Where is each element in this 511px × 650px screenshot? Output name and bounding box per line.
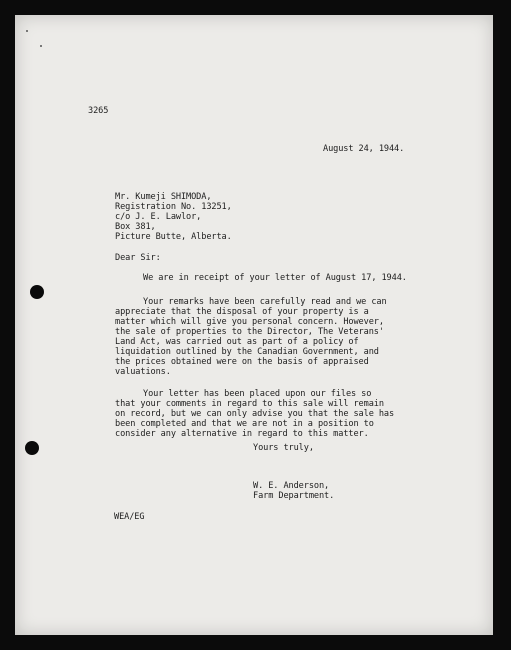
address-line: Box 381, xyxy=(115,222,156,232)
letter-page xyxy=(15,15,493,635)
paper-speck xyxy=(26,30,28,32)
salutation: Dear Sir: xyxy=(115,253,161,263)
signature-line: Farm Department. xyxy=(253,491,335,501)
punch-hole-icon xyxy=(30,285,44,299)
body-line: Your remarks have been carefully read and we can xyxy=(143,297,387,307)
body-line: consider any alternative in regard to this matter. xyxy=(115,429,369,439)
closing: Yours truly, xyxy=(253,443,314,453)
body-line: appreciate that the disposal of your property is a xyxy=(115,307,369,317)
body-line: Land Act, was carried out as part of a policy of xyxy=(115,337,359,347)
body-line: We are in receipt of your letter of August 17, 1944. xyxy=(143,273,407,283)
file-number: 3265 xyxy=(88,106,109,116)
body-line: on record, but we can only advise you that the sale has xyxy=(115,409,395,419)
punch-hole-icon xyxy=(25,441,39,455)
body-line: liquidation outlined by the Canadian Government, and xyxy=(115,347,379,357)
address-line: Registration No. 13251, xyxy=(115,202,232,212)
body-line: matter which will give you personal concern. However, xyxy=(115,317,384,327)
paper-speck xyxy=(40,45,42,47)
body-line: been completed and that we are not in a position to xyxy=(115,419,374,429)
body-line: the sale of properties to the Director, The Veterans' xyxy=(115,327,384,337)
typist-initials: WEA/EG xyxy=(114,512,145,522)
signature-line: W. E. Anderson, xyxy=(253,481,330,491)
address-line: Picture Butte, Alberta. xyxy=(115,232,232,242)
letter-date: August 24, 1944. xyxy=(323,144,405,154)
body-line: valuations. xyxy=(115,367,171,377)
body-line: Your letter has been placed upon our files so xyxy=(143,389,372,399)
body-line: the prices obtained were on the basis of appraised xyxy=(115,357,369,367)
address-line: c/o J. E. Lawlor, xyxy=(115,212,202,222)
address-line: Mr. Kumeji SHIMODA, xyxy=(115,192,212,202)
body-line: that your comments in regard to this sale will remain xyxy=(115,399,384,409)
